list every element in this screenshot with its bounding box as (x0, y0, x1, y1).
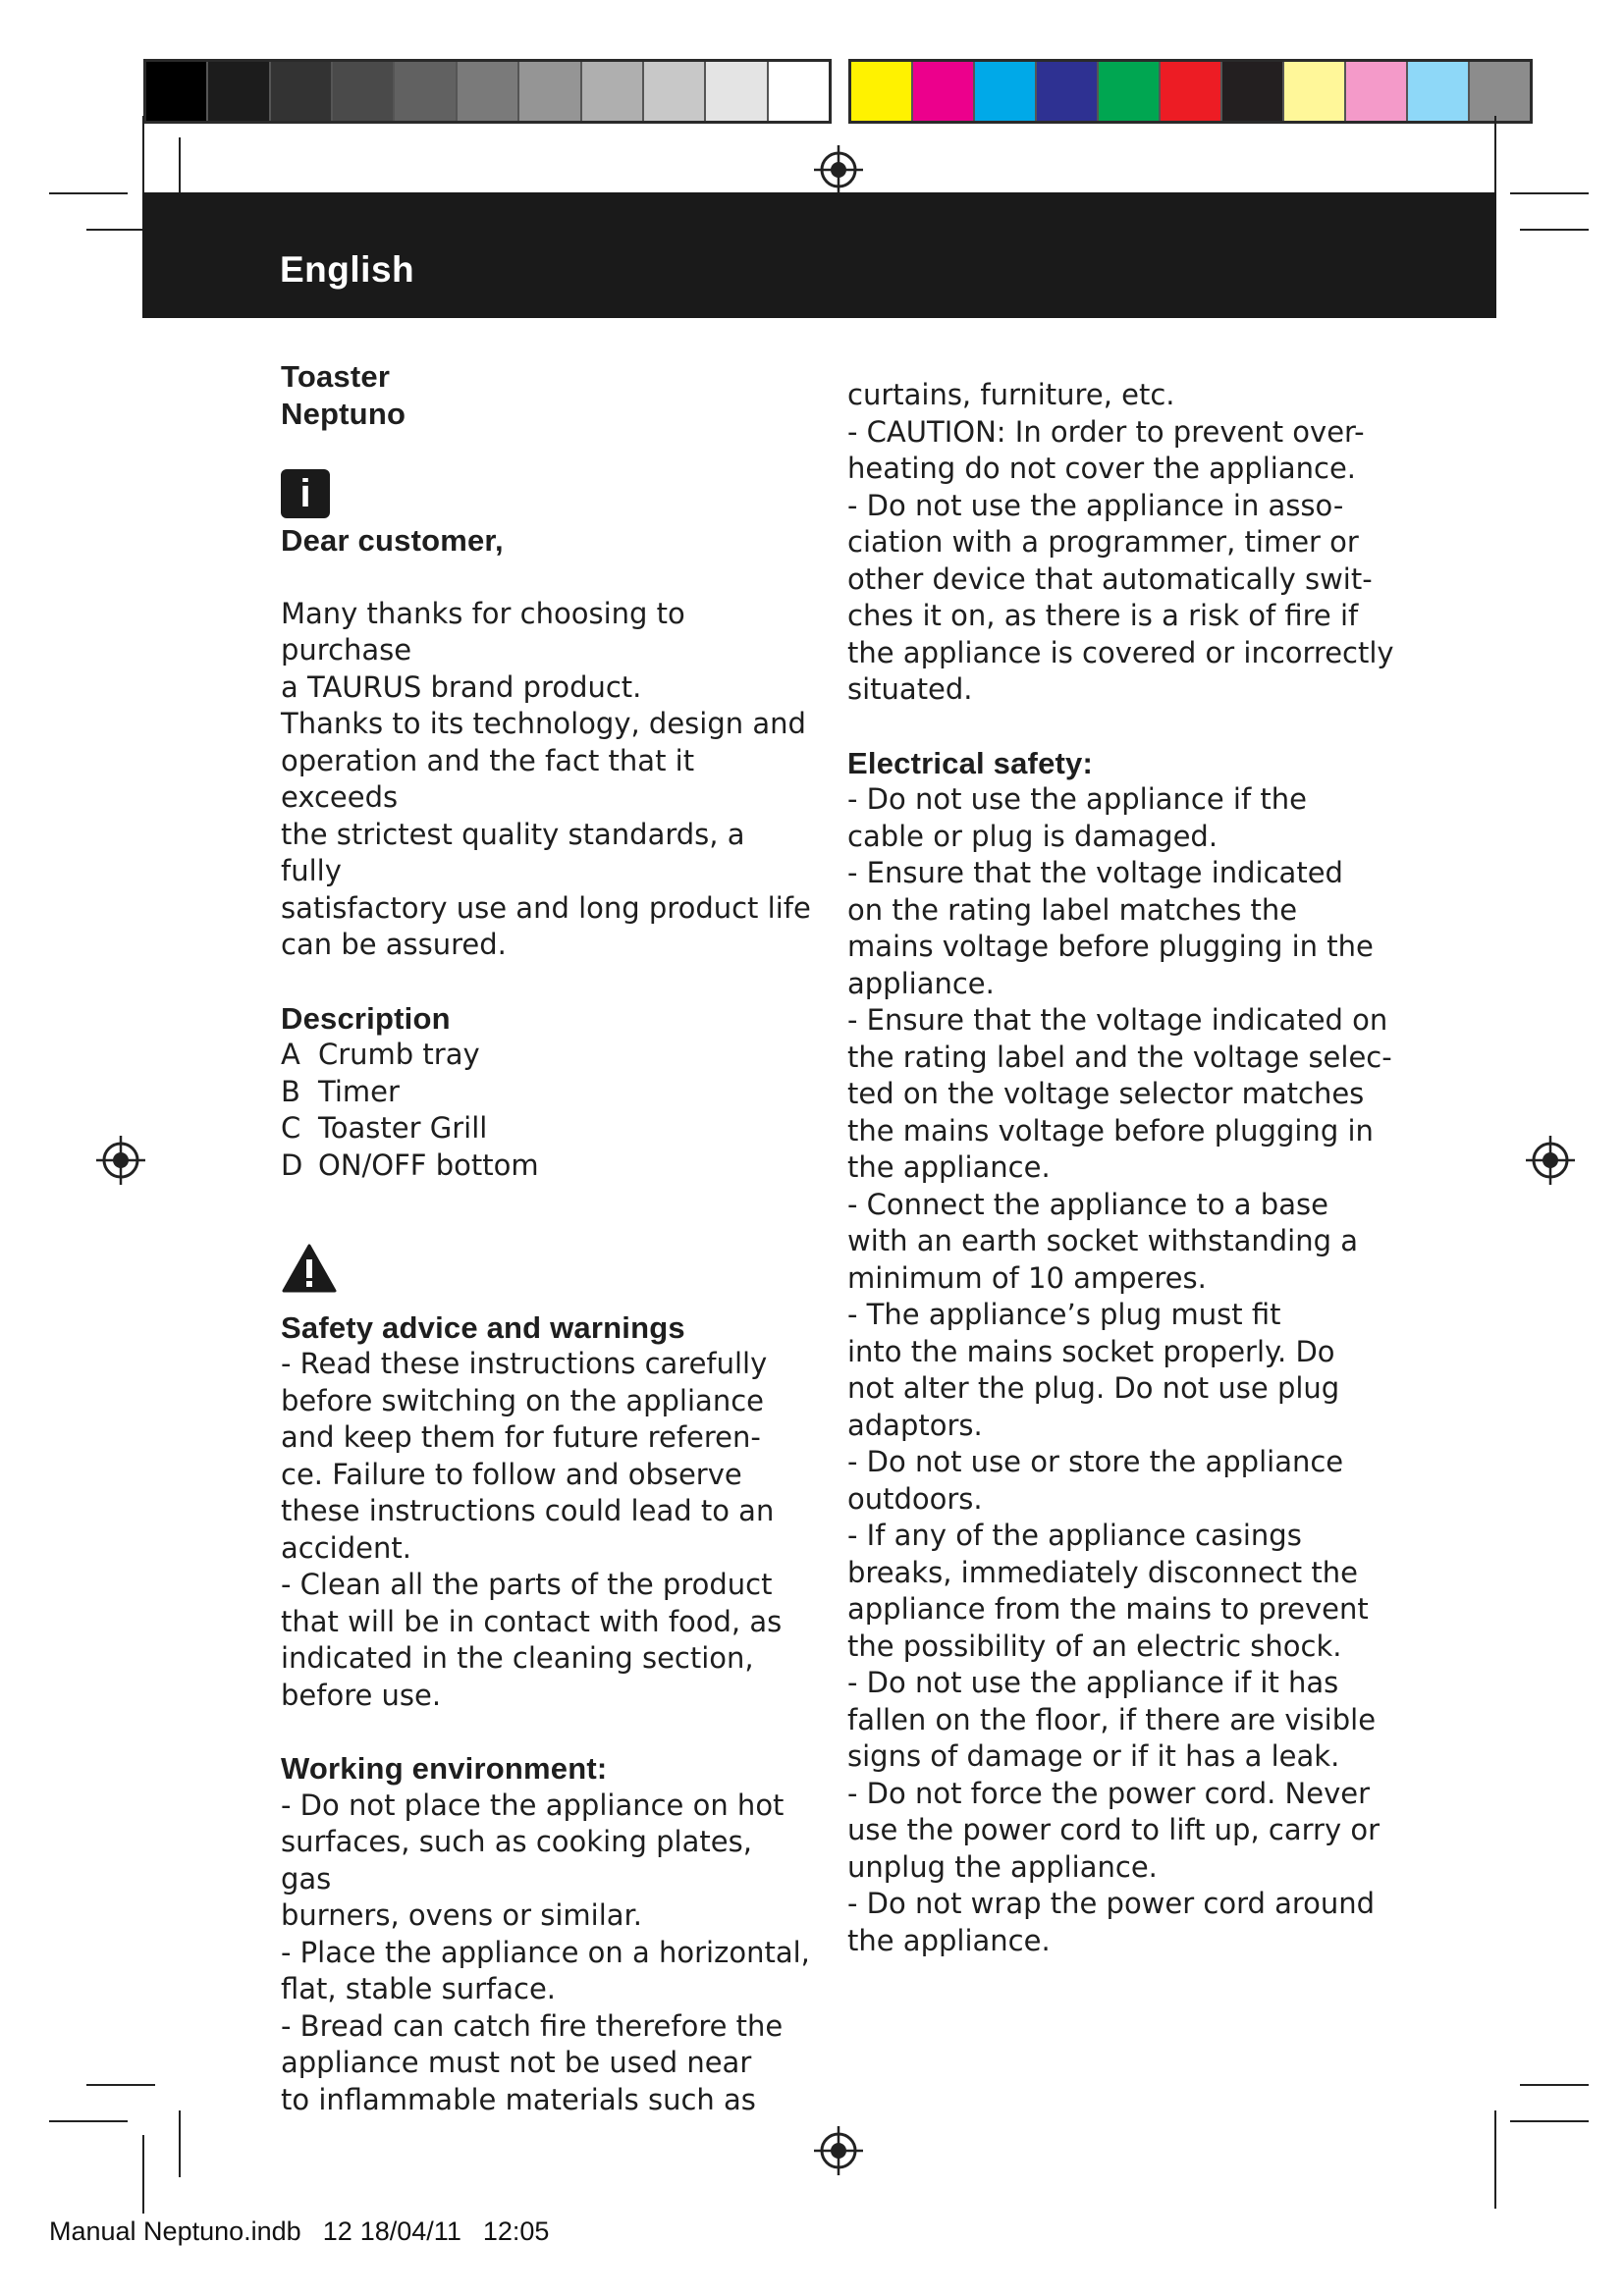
working-line: appliance must not be used near (281, 2046, 752, 2079)
electrical-line: - Do not wrap the power cord around (847, 1887, 1376, 1920)
electrical-line: - Do not use the appliance if the (847, 782, 1307, 816)
safety-line: accident. (281, 1530, 411, 1565)
calibration-swatch (913, 62, 975, 121)
electrical-line: - Do not force the power cord. Never (847, 1776, 1370, 1810)
continued-line: curtains, furniture, etc. (847, 378, 1175, 411)
safety-line: before use. (281, 1678, 442, 1712)
grayscale-calibration-bar (143, 59, 832, 124)
electrical-line: the mains voltage before plugging in (847, 1113, 1374, 1148)
electrical-line: signs of damage or if it has a leak. (847, 1739, 1340, 1773)
print-slug (49, 2216, 570, 2247)
intro-line: the strictest quality standards, a fully (281, 817, 745, 887)
calibration-swatch (582, 62, 644, 121)
crop-mark (49, 192, 128, 194)
electrical-line: - Do not use or store the appliance (847, 1445, 1344, 1478)
crop-mark (1510, 192, 1589, 194)
intro-line: satisfactory use and long product life (281, 890, 811, 925)
electrical-line: appliance. (847, 966, 995, 1000)
electrical-line: minimum of 10 amperes. (847, 1260, 1207, 1295)
registration-target-icon (1524, 1134, 1577, 1187)
calibration-swatch (1284, 62, 1346, 121)
continued-line: situated. (847, 672, 973, 706)
description-item-text: Crumb tray (318, 1038, 480, 1071)
description-item-text: ON/OFF bottom (318, 1148, 539, 1182)
electrical-line: the appliance. (847, 1923, 1051, 1957)
continued-line: ciation with a programmer, timer or (847, 525, 1359, 559)
electrical-line: - Connect the appliance to a base (847, 1187, 1328, 1221)
electrical-line: the possibility of an electric shock. (847, 1629, 1342, 1663)
file-name: Manual Neptuno.indb (49, 2216, 301, 2246)
calibration-swatch (146, 62, 208, 121)
crop-mark (86, 2084, 155, 2086)
intro-line: Thanks to its technology, design and (281, 707, 806, 740)
language-title: English (280, 249, 415, 290)
left-column (281, 358, 811, 2118)
description-heading: Description (281, 1000, 451, 1036)
safety-line: - Read these instructions carefully (281, 1347, 768, 1380)
product-model: Neptuno (281, 396, 406, 431)
intro-line: a TAURUS brand product. (281, 669, 642, 704)
calibration-swatch (1099, 62, 1161, 121)
description-item-letter: A (281, 1038, 300, 1071)
calibration-swatch (458, 62, 519, 121)
safety-line: these instructions could lead to an (281, 1494, 775, 1527)
electrical-line: outdoors. (847, 1481, 983, 1516)
description-item-letter: C (281, 1111, 301, 1145)
intro-line: can be assured. (281, 928, 507, 961)
safety-line: that will be in contact with food, as (281, 1604, 783, 1638)
continued-line: ches it on, as there is a risk of fire if (847, 599, 1359, 632)
calibration-swatch (1161, 62, 1222, 121)
greeting: Dear customer, (281, 523, 504, 558)
description-item-letter: B (281, 1074, 300, 1108)
calibration-swatch (208, 62, 270, 121)
safety-line: indicated in the cleaning section, (281, 1641, 754, 1675)
calibration-swatch (1408, 62, 1470, 121)
calibration-swatch (975, 62, 1037, 121)
electrical-line: - Do not use the appliance if it has (847, 1666, 1339, 1699)
working-line: - Bread can catch fire therefore the (281, 2008, 784, 2043)
calibration-swatch (1470, 62, 1530, 121)
safety-heading: Safety advice and warnings (281, 1309, 685, 1345)
electrical-line: mains voltage before plugging in the (847, 930, 1374, 963)
electrical-line: ted on the voltage selector matches (847, 1077, 1365, 1110)
working-line: flat, stable surface. (281, 1972, 557, 2005)
intro-line: operation and the fact that it exceeds (281, 743, 695, 814)
registration-target-icon (94, 1134, 147, 1187)
electrical-line: appliance from the mains to prevent (847, 1592, 1369, 1626)
description-item (281, 1148, 811, 1185)
calibration-swatch (519, 62, 581, 121)
working-line: - Place the appliance on a horizontal, (281, 1935, 810, 1969)
electrical-line: - Ensure that the voltage indicated (847, 856, 1343, 889)
warning-icon (281, 1243, 338, 1294)
electrical-line: on the rating label matches the (847, 892, 1298, 927)
working-environment-text (281, 1788, 811, 2119)
right-column (847, 377, 1397, 1959)
continued-line: other device that automatically swit- (847, 561, 1373, 596)
intro-line: Many thanks for choosing to purchase (281, 596, 685, 667)
calibration-swatch (644, 62, 706, 121)
electrical-line: fallen on the floor, if there are visible (847, 1702, 1377, 1736)
electrical-line: the appliance. (847, 1150, 1051, 1184)
crop-mark (1520, 2084, 1589, 2086)
continued-line: - CAUTION: In order to prevent over- (847, 414, 1365, 449)
working-line: surfaces, such as cooking plates, gas (281, 1825, 752, 1896)
description-item (281, 1110, 811, 1148)
calibration-swatch (333, 62, 395, 121)
page-number: 12 (322, 2216, 352, 2246)
print-time: 12:05 (482, 2216, 550, 2246)
crop-mark (142, 2135, 144, 2214)
electrical-safety-text (847, 781, 1397, 1959)
safety-line: - Clean all the parts of the product (281, 1568, 773, 1601)
crop-mark (1494, 2110, 1496, 2209)
language-header-band (142, 192, 1496, 318)
electrical-line: adaptors. (847, 1408, 983, 1442)
safety-line: and keep them for future referen- (281, 1420, 761, 1454)
safety-line: before switching on the appliance (281, 1383, 764, 1417)
print-date: 18/04/11 (359, 2216, 461, 2246)
electrical-line: use the power cord to lift up, carry or (847, 1813, 1380, 1846)
description-item (281, 1037, 811, 1074)
safety-text (281, 1346, 811, 1714)
intro-text (281, 596, 811, 964)
electrical-line: - The appliance’s plug must fit (847, 1298, 1281, 1331)
description-item-text: Timer (318, 1074, 400, 1108)
electrical-line: unplug the appliance. (847, 1849, 1158, 1884)
calibration-swatch (1037, 62, 1099, 121)
working-line: burners, ovens or similar. (281, 1898, 643, 1932)
description-item-letter: D (281, 1148, 303, 1182)
continued-line: the appliance is covered or incorrectly (847, 635, 1394, 669)
calibration-swatch (851, 62, 913, 121)
crop-mark (1520, 229, 1589, 231)
calibration-swatch (395, 62, 457, 121)
description-list (281, 1037, 811, 1184)
continued-line: heating do not cover the appliance. (847, 452, 1357, 485)
info-icon: i (281, 469, 330, 518)
calibration-swatch (769, 62, 829, 121)
calibration-swatch (1222, 62, 1284, 121)
calibration-swatch (706, 62, 768, 121)
electrical-safety-heading: Electrical safety: (847, 745, 1094, 780)
continued-line: - Do not use the appliance in asso- (847, 488, 1344, 522)
registration-target-icon (812, 2124, 865, 2177)
color-calibration-bar (848, 59, 1533, 124)
description-item-text: Toaster Grill (318, 1111, 488, 1145)
electrical-line: into the mains socket properly. Do (847, 1334, 1335, 1368)
calibration-swatch (271, 62, 333, 121)
electrical-line: - Ensure that the voltage indicated on (847, 1003, 1388, 1037)
description-item (281, 1074, 811, 1111)
electrical-line: the rating label and the voltage selec- (847, 1040, 1392, 1074)
electrical-line: - If any of the appliance casings (847, 1519, 1302, 1552)
electrical-line: not alter the plug. Do not use plug (847, 1371, 1340, 1405)
working-environment-heading: Working environment: (281, 1751, 608, 1786)
electrical-line: with an earth socket withstanding a (847, 1224, 1359, 1257)
working-line: - Do not place the appliance on hot (281, 1788, 785, 1822)
electrical-line: breaks, immediately disconnect the (847, 1555, 1358, 1589)
continued-text (847, 377, 1397, 709)
registration-target-icon (812, 143, 865, 196)
crop-mark (1510, 2120, 1589, 2122)
product-type: Toaster (281, 359, 391, 394)
calibration-swatch (1346, 62, 1408, 121)
electrical-line: cable or plug is damaged. (847, 819, 1218, 853)
crop-mark (49, 2120, 128, 2122)
safety-line: ce. Failure to follow and observe (281, 1457, 742, 1491)
working-line: to inflammable materials such as (281, 2082, 756, 2116)
crop-mark (179, 2110, 181, 2177)
